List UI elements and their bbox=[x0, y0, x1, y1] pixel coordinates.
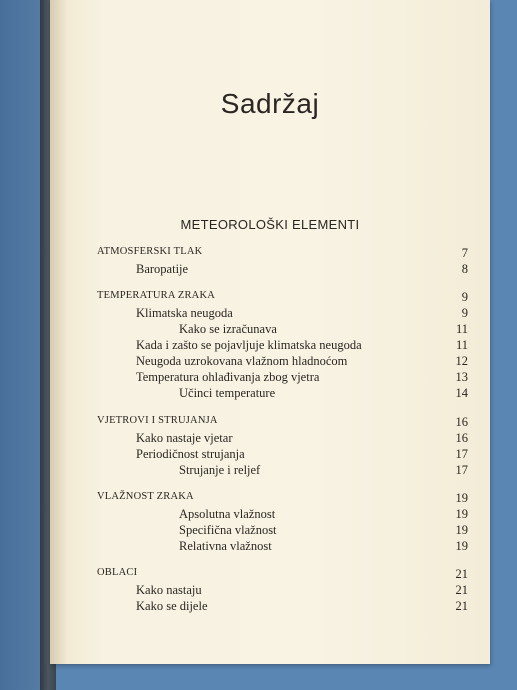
toc-entry-label: Temperatura ohlađivanja zbog vjetra bbox=[136, 370, 320, 384]
toc-entry bbox=[50, 354, 490, 370]
book-page bbox=[50, 0, 490, 664]
toc-entry bbox=[50, 246, 490, 262]
toc-entry bbox=[50, 567, 490, 583]
toc-page-number: 16 bbox=[455, 415, 468, 429]
toc-page-number: 14 bbox=[455, 386, 468, 400]
toc-entry bbox=[50, 290, 490, 306]
toc-page-number: 13 bbox=[455, 370, 468, 384]
toc-page-number: 17 bbox=[455, 463, 468, 477]
toc-page-number: 7 bbox=[461, 246, 468, 260]
toc-chapter-label: ATMOSFERSKI TLAK bbox=[97, 246, 203, 257]
toc-chapter-label: VJETROVI I STRUJANJA bbox=[97, 415, 218, 426]
toc-page-number: 11 bbox=[455, 322, 468, 336]
toc-page-number: 21 bbox=[455, 583, 468, 597]
toc-entry-label: Kako se dijele bbox=[136, 599, 208, 613]
toc-entry-label: Kada i zašto se pojavljuje klimatska neugoda bbox=[136, 338, 362, 352]
toc-entry bbox=[50, 507, 490, 523]
toc-entry bbox=[50, 306, 490, 322]
toc-entry-label: Apsolutna vlažnost bbox=[179, 507, 276, 521]
toc-entry-label: Kako nastaju bbox=[136, 583, 202, 597]
toc-entry bbox=[50, 322, 490, 338]
toc-entry bbox=[50, 491, 490, 507]
toc-page-number: 8 bbox=[461, 262, 468, 276]
toc-chapter-label: TEMPERATURA ZRAKA bbox=[97, 290, 216, 301]
toc-page-number: 9 bbox=[461, 290, 468, 304]
toc-entry bbox=[50, 415, 490, 431]
toc-page-number: 11 bbox=[455, 338, 468, 352]
toc-entry bbox=[50, 447, 490, 463]
toc-page-number: 12 bbox=[455, 354, 468, 368]
toc-chapter-label: VLAŽNOST ZRAKA bbox=[97, 491, 194, 502]
toc-entry-label: Klimatska neugoda bbox=[136, 306, 233, 320]
toc-entry bbox=[50, 523, 490, 539]
toc-page-number: 21 bbox=[455, 599, 468, 613]
toc-entry bbox=[50, 262, 490, 278]
toc-entry-label: Periodičnost strujanja bbox=[136, 447, 245, 461]
toc-entry-label: Neugoda uzrokovana vlažnom hladnoćom bbox=[136, 354, 348, 368]
page-title: Sadržaj bbox=[220, 88, 320, 119]
toc-entry bbox=[50, 370, 490, 386]
toc-entry-label: Kako nastaje vjetar bbox=[136, 431, 233, 445]
toc-entry-label: Strujanje i reljef bbox=[179, 463, 261, 477]
toc-page-number: 21 bbox=[455, 567, 468, 581]
toc-chapter-label: OBLACI bbox=[97, 567, 138, 578]
toc-page-number: 19 bbox=[455, 523, 468, 537]
toc-entry bbox=[50, 599, 490, 615]
toc-entry bbox=[50, 539, 490, 555]
toc-page-number: 16 bbox=[455, 431, 468, 445]
toc-page-number: 17 bbox=[455, 447, 468, 461]
toc-page-number: 9 bbox=[461, 306, 468, 320]
toc-entry bbox=[50, 583, 490, 599]
toc-page-number: 19 bbox=[455, 539, 468, 553]
toc-entry-label: Relativna vlažnost bbox=[179, 539, 272, 553]
toc-page-number: 19 bbox=[455, 507, 468, 521]
toc-entry bbox=[50, 431, 490, 447]
toc-entry-label: Kako se izračunava bbox=[179, 322, 277, 336]
toc-entry-label: Učinci temperature bbox=[179, 386, 276, 400]
section-heading: METEOROLOŠKI ELEMENTI bbox=[180, 217, 360, 232]
toc-page-number: 19 bbox=[455, 491, 468, 505]
toc-entry bbox=[50, 463, 490, 479]
toc-entry-label: Baropatije bbox=[136, 262, 189, 276]
toc-entry bbox=[50, 386, 490, 402]
toc-entry bbox=[50, 338, 490, 354]
toc-entry-label: Specifična vlažnost bbox=[179, 523, 277, 537]
